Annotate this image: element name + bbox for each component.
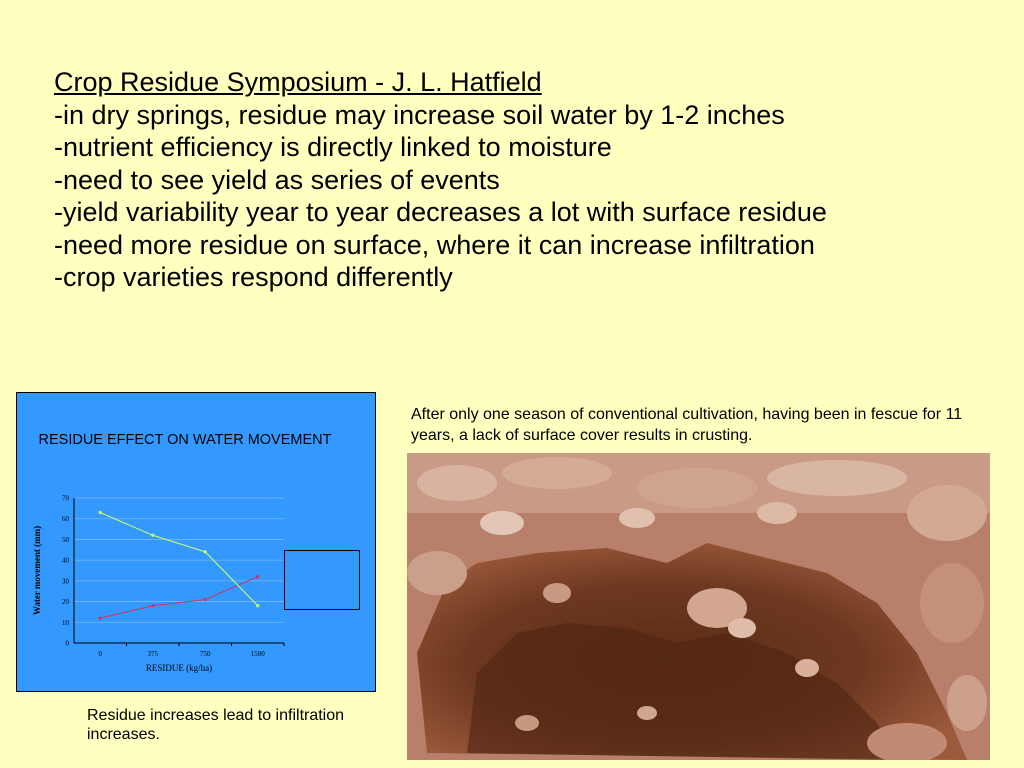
bullet-4: -yield variability year to year decreases a lot with surface residue xyxy=(54,197,827,227)
y-tick-label: 10 xyxy=(62,618,69,627)
data-point-runoff xyxy=(151,534,154,537)
series-line-runoff xyxy=(100,513,258,606)
photo-caption: After only one season of conventional cultivation, having been in fescue for 11 years, a lack of surface cover results in crusting. xyxy=(411,406,963,444)
chart-legend xyxy=(284,550,360,610)
y-tick-label: 70 xyxy=(62,494,69,503)
data-point-runoff xyxy=(256,604,259,607)
y-axis-title: Water movement (mm) xyxy=(32,525,42,616)
y-tick-label: 40 xyxy=(62,556,69,565)
y-tick-label: 50 xyxy=(62,535,69,544)
series-line-infiltration xyxy=(100,577,258,618)
x-tick-label: 750 xyxy=(200,650,211,658)
soil-crust-photo xyxy=(407,453,990,760)
y-tick-label: 30 xyxy=(62,577,69,586)
data-point-infiltration xyxy=(151,604,154,607)
x-tick-label: 1500 xyxy=(250,650,265,658)
bullet-3: -need to see yield as series of events xyxy=(54,164,500,195)
data-point-runoff xyxy=(204,550,207,553)
data-point-infiltration xyxy=(99,617,102,620)
x-axis-title: RESIDUE (kg/ha) xyxy=(145,663,213,673)
data-point-runoff xyxy=(99,511,102,514)
y-tick-label: 0 xyxy=(65,639,69,648)
bullet-1: -in dry springs, residue may increase soil water by 1-2 inches xyxy=(54,99,785,130)
data-point-infiltration xyxy=(204,598,207,601)
bullet-5: -need more residue on surface, where it can increase infiltration xyxy=(54,229,815,260)
bullet-6: -crop varieties respond differently xyxy=(54,262,453,292)
x-tick-label: 375 xyxy=(147,650,158,658)
chart-caption: Residue increases lead to infiltration increases. xyxy=(87,707,345,743)
y-tick-label: 20 xyxy=(62,598,69,607)
x-tick-label: 0 xyxy=(98,650,102,658)
data-point-infiltration xyxy=(256,575,259,578)
y-tick-label: 60 xyxy=(62,515,69,524)
slide-title: Crop Residue Symposium - J. L. Hatfield xyxy=(54,67,542,97)
chart-title: RESIDUE EFFECT ON WATER MOVEMENT xyxy=(38,432,332,448)
bullet-2: -nutrient efficiency is directly linked to moisture xyxy=(54,132,612,162)
